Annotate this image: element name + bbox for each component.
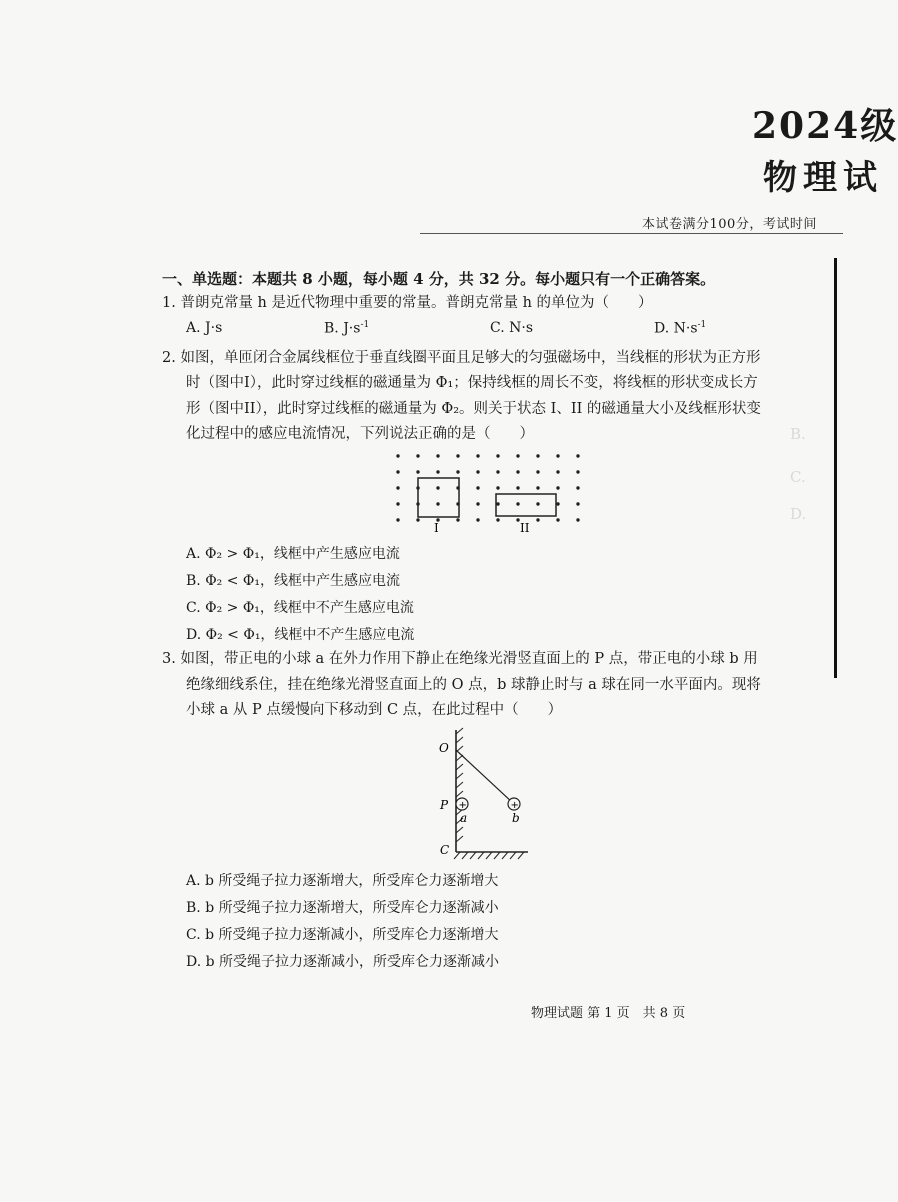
field-dot (536, 518, 539, 521)
q3-stem-line-3: 小球 a 从 P 点缓慢向下移动到 C 点，在此过程中（ ） (186, 702, 563, 718)
field-dot (496, 470, 499, 473)
q3-option-b: B. b 所受绳子拉力逐渐增大，所受库仑力逐渐减小 (186, 900, 499, 916)
q2-option-b: B. Φ₂ < Φ₁，线框中产生感应电流 (186, 573, 400, 589)
bleed-through-mark: C. (790, 468, 806, 486)
binding-edge (834, 258, 837, 678)
field-dot (556, 454, 559, 457)
exam-subject-title: 物理试 (763, 158, 883, 198)
field-dot (396, 502, 399, 505)
hatch-mark (486, 852, 492, 859)
hatch-mark (518, 852, 524, 859)
field-dot (396, 470, 399, 473)
square-loop (418, 478, 459, 517)
bleed-through-mark: B. (790, 425, 806, 443)
plus-sign-a: + (458, 800, 467, 811)
field-dot (556, 502, 559, 505)
q2-option-d: D. Φ₂ < Φ₁，线框中不产生感应电流 (186, 627, 415, 643)
field-dot (436, 502, 439, 505)
field-dot (416, 518, 419, 521)
q2-option-c: C. Φ₂ > Φ₁，线框中不产生感应电流 (186, 600, 414, 616)
hatch-mark (454, 852, 460, 859)
field-dot (576, 454, 579, 457)
q3-option-a: A. b 所受绳子拉力逐渐增大，所受库仑力逐渐增大 (186, 873, 499, 889)
hatch-mark (456, 728, 463, 734)
label-b: b (512, 811, 520, 825)
field-dot (516, 470, 519, 473)
field-dot (496, 454, 499, 457)
exam-year-title: 2024级 (752, 105, 898, 147)
header-divider (420, 233, 843, 234)
q1-option-a: A. J·s (186, 320, 223, 336)
hatch-mark (462, 852, 468, 859)
q3-stem-line-2: 绝缘细线系住，挂在绝缘光滑竖直面上的 O 点，b 球静止时与 a 球在同一水平面内。现将 (186, 677, 761, 693)
field-dot (476, 518, 479, 521)
q2-magnetic-field-figure (390, 448, 590, 540)
field-dot (496, 486, 499, 489)
field-dot (536, 486, 539, 489)
hatch-mark (456, 836, 463, 842)
label-C: C (440, 843, 450, 857)
hatch-mark (470, 852, 476, 859)
field-dot (516, 502, 519, 505)
hatch-mark (456, 737, 463, 743)
q1-option-d: D. $N\cdot s^{-1}$ (654, 320, 707, 337)
q2-stem-line-4: 化过程中的感应电流情况，下列说法正确的是（ ） (186, 426, 534, 442)
q3-option-d: D. b 所受绳子拉力逐渐减小，所受库仑力逐渐减小 (186, 954, 500, 970)
string-line (456, 750, 514, 804)
plus-sign-b: + (510, 800, 519, 811)
field-dot (436, 454, 439, 457)
hatch-mark (478, 852, 484, 859)
field-dot (396, 486, 399, 489)
q3-stem-line-1: 3. 如图，带正电的小球 a 在外力作用下静止在绝缘光滑竖直面上的 P 点，带正电的小球 b 用 (162, 651, 758, 667)
label-a: a (460, 811, 468, 825)
field-dot (476, 470, 479, 473)
field-dot (556, 518, 559, 521)
hatch-mark (456, 782, 463, 788)
field-dot (436, 470, 439, 473)
hatch-mark (456, 764, 463, 770)
label-P: P (440, 798, 449, 812)
field-dot (496, 518, 499, 521)
field-dot (516, 486, 519, 489)
hatch-mark (502, 852, 508, 859)
field-dot (576, 486, 579, 489)
bleed-through-mark: D. (790, 505, 807, 523)
field-dot (576, 518, 579, 521)
field-dot (476, 486, 479, 489)
field-dot (456, 518, 459, 521)
field-dot (536, 454, 539, 457)
field-dot (456, 470, 459, 473)
field-dot (536, 470, 539, 473)
figure-label-II: II (520, 521, 530, 535)
q3-charged-balls-figure (420, 722, 540, 862)
q2-stem-line-2: 时（图中I），此时穿过线框的磁通量为 Φ₁；保持线框的周长不变，将线框的形状变成长方 (186, 375, 758, 391)
hatch-mark (494, 852, 500, 859)
hatch-mark (510, 852, 516, 859)
field-dot (576, 502, 579, 505)
field-dot (556, 486, 559, 489)
rectangle-loop (496, 494, 556, 516)
q2-stem-line-1: 2. 如图，单匝闭合金属线框位于垂直线圈平面且足够大的匀强磁场中，当线框的形状为正方形 (162, 350, 761, 366)
q3-option-c: C. b 所受绳子拉力逐渐减小，所受库仑力逐渐增大 (186, 927, 499, 943)
field-dot (496, 502, 499, 505)
field-dot (476, 454, 479, 457)
field-dot (516, 454, 519, 457)
hatch-mark (456, 773, 463, 779)
figure-label-I: I (434, 521, 439, 535)
q1-stem: 1. 普朗克常量 h 是近代物理中重要的常量。普朗克常量 h 的单位为（ ） (162, 295, 653, 311)
field-dot (556, 470, 559, 473)
field-dot (436, 486, 439, 489)
page-footer: 物理试题 第 1 页 共 8 页 (531, 1006, 686, 1021)
field-dot (476, 502, 479, 505)
field-dot (456, 454, 459, 457)
field-dot (396, 454, 399, 457)
hatch-mark (456, 791, 463, 797)
exam-note: 本试卷满分100分，考试时间 (642, 217, 817, 232)
label-O: O (439, 741, 449, 755)
field-dot (416, 454, 419, 457)
section-title: 一、单选题：本题共 8 小题，每小题 4 分，共 32 分。每小题只有一个正确答案。 (162, 270, 716, 288)
field-dot (396, 518, 399, 521)
q2-stem-line-3: 形（图中II），此时穿过线框的磁通量为 Φ₂。则关于状态 I、II 的磁通量大小及线框形状变 (186, 401, 761, 417)
q1-option-b: B. $J\cdot s^{-1}$ (324, 320, 370, 337)
field-dot (536, 502, 539, 505)
q2-option-a: A. Φ₂ > Φ₁，线框中产生感应电流 (186, 546, 400, 562)
field-dot (576, 470, 579, 473)
q1-option-c: C. N·s (490, 320, 533, 336)
hatch-mark (456, 827, 463, 833)
field-dot (416, 470, 419, 473)
floor-hatching (454, 852, 524, 859)
field-dots (396, 454, 579, 521)
